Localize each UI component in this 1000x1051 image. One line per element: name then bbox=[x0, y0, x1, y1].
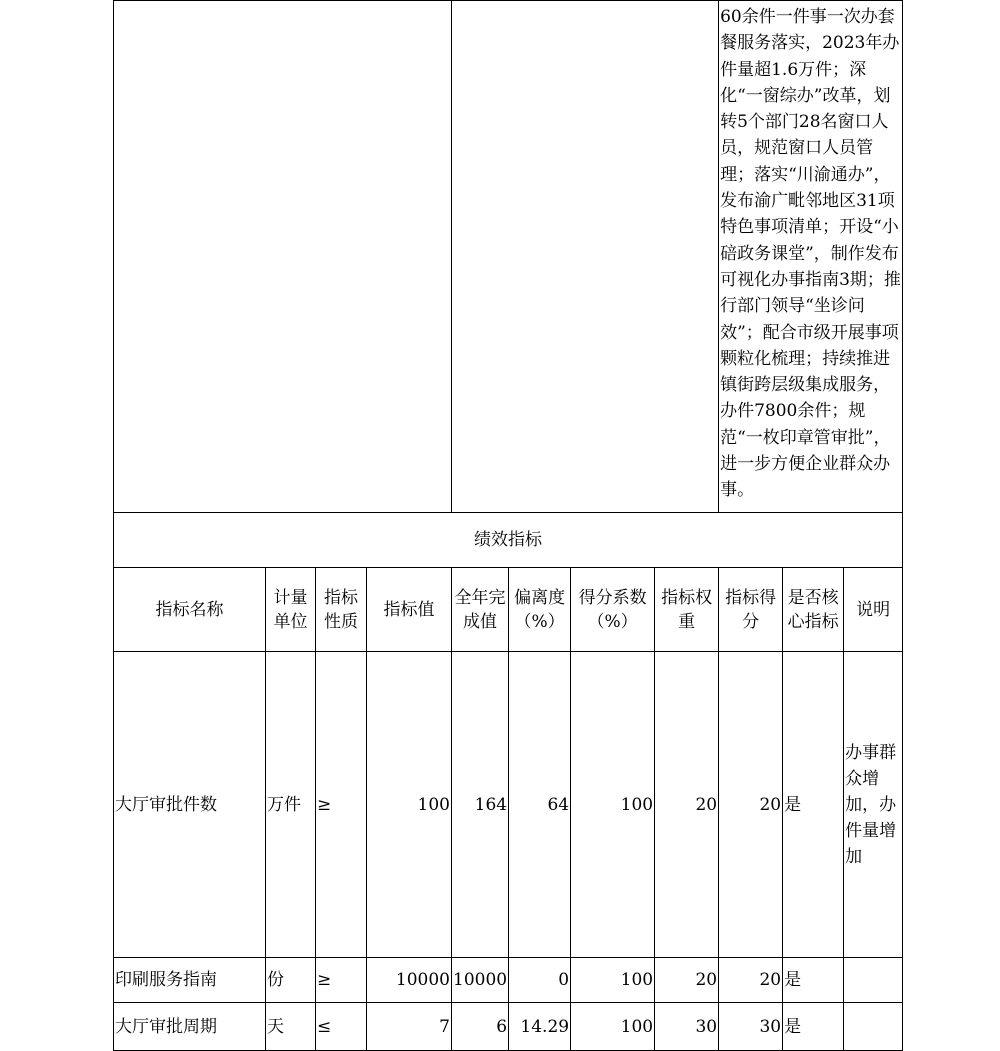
table-row bbox=[114, 652, 903, 958]
row-note bbox=[844, 958, 903, 1003]
header-name: 指标名称 bbox=[114, 568, 266, 652]
row-unit: 万件 bbox=[266, 652, 316, 958]
row-actual: 6 bbox=[452, 1003, 509, 1051]
table-row bbox=[114, 1003, 903, 1051]
row-score: 20 bbox=[719, 958, 783, 1003]
table-row bbox=[114, 958, 903, 1003]
row-name: 大厅审批周期 bbox=[114, 1003, 266, 1051]
row-unit: 天 bbox=[266, 1003, 316, 1051]
row-name: 大厅审批件数 bbox=[114, 652, 266, 958]
row-actual: 164 bbox=[452, 652, 509, 958]
row-deviation: 64 bbox=[509, 652, 571, 958]
header-core: 是否核心指标 bbox=[783, 568, 844, 652]
header-row bbox=[114, 568, 903, 652]
row-deviation: 0 bbox=[509, 958, 571, 1003]
header-deviation: 偏离度（%） bbox=[509, 568, 571, 652]
row-core: 是 bbox=[783, 958, 844, 1003]
row-core: 是 bbox=[783, 652, 844, 958]
summary-text: 60余件一件事一次办套餐服务落实，2023年办件量超1.6万件；深化“一窗综办”改革，划转5个部门28名窗口人员，规范窗口人员管理；落实“川渝通办”，发布渝广毗邻地区31项特色事项清单；开设“小碚政务课堂”，制作发布可视化办事指南3期；推行部门领导“坐诊问效”；配合市级开展事项颗粒化梳理；持续推进镇街跨层级集成服务，办件7800余件；规范“一枚印章管审批”，进一步方便企业群众办事。 bbox=[719, 1, 903, 513]
row-coef: 100 bbox=[571, 958, 655, 1003]
summary-empty-cell-2 bbox=[452, 1, 719, 513]
header-unit: 计量单位 bbox=[266, 568, 316, 652]
row-note: 办事群众增加，办件量增加 bbox=[844, 652, 903, 958]
row-weight: 30 bbox=[655, 1003, 719, 1051]
section-title-row bbox=[114, 513, 903, 568]
document-page bbox=[113, 0, 903, 1051]
row-target: 100 bbox=[367, 652, 452, 958]
section-title: 绩效指标 bbox=[114, 513, 903, 568]
summary-row bbox=[114, 1, 903, 513]
row-coef: 100 bbox=[571, 1003, 655, 1051]
header-actual: 全年完成值 bbox=[452, 568, 509, 652]
summary-empty-cell-1 bbox=[114, 1, 452, 513]
header-nature: 指标性质 bbox=[316, 568, 367, 652]
row-unit: 份 bbox=[266, 958, 316, 1003]
header-weight: 指标权重 bbox=[655, 568, 719, 652]
row-score: 20 bbox=[719, 652, 783, 958]
row-nature: ≥ bbox=[316, 958, 367, 1003]
header-coef: 得分系数（%） bbox=[571, 568, 655, 652]
row-nature: ≥ bbox=[316, 652, 367, 958]
row-note bbox=[844, 1003, 903, 1051]
header-score: 指标得分 bbox=[719, 568, 783, 652]
header-note: 说明 bbox=[844, 568, 903, 652]
row-core: 是 bbox=[783, 1003, 844, 1051]
row-deviation: 14.29 bbox=[509, 1003, 571, 1051]
row-target: 7 bbox=[367, 1003, 452, 1051]
row-name: 印刷服务指南 bbox=[114, 958, 266, 1003]
row-score: 30 bbox=[719, 1003, 783, 1051]
row-coef: 100 bbox=[571, 652, 655, 958]
header-target: 指标值 bbox=[367, 568, 452, 652]
row-nature: ≤ bbox=[316, 1003, 367, 1051]
row-target: 10000 bbox=[367, 958, 452, 1003]
performance-table bbox=[113, 0, 903, 1051]
row-actual: 10000 bbox=[452, 958, 509, 1003]
row-weight: 20 bbox=[655, 652, 719, 958]
row-weight: 20 bbox=[655, 958, 719, 1003]
